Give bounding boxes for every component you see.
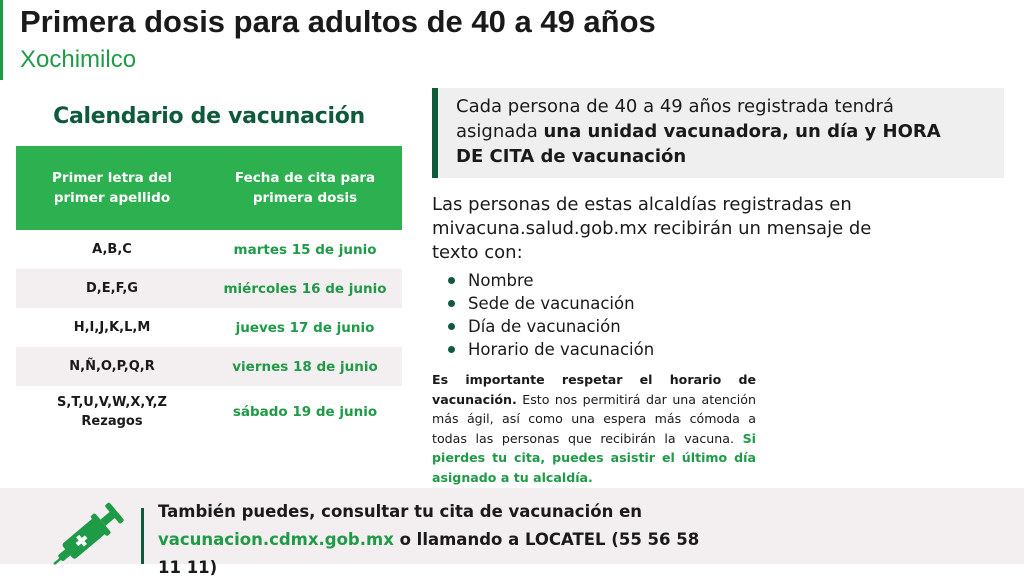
table-row	[16, 308, 402, 347]
col-header-letters: Primer letra del primer apellido	[52, 170, 172, 206]
info-line-2: asignada una unidad vacunadora, un día y HORA	[456, 121, 941, 142]
important-note: Es importante respetar el horario de vacunación. Esto nos permitirá dar una atención más ágil, así como una espera más cómoda a todas las personas que recibirán la vacuna. Si pierdes tu cita, puedes asistir el último día asignado a tu alcaldía.	[432, 372, 756, 485]
table-row	[16, 269, 402, 308]
row-letters: S,T,U,V,W,X,Y,Z Rezagos	[57, 395, 167, 429]
row-date: sábado 19 de junio	[232, 404, 378, 420]
list-item: Nombre	[448, 269, 654, 292]
info-line-3: DE CITA de vacunación	[456, 146, 687, 167]
row-date: viernes 18 de junio	[232, 358, 378, 375]
footer-accent-bar	[141, 508, 144, 564]
header-accent-bar	[0, 0, 3, 80]
row-date: jueves 17 de junio	[235, 319, 375, 336]
bullet-icon	[448, 346, 455, 353]
footer-text: También puedes, consultar tu cita de vacunación en vacunacion.cdmx.gob.mx o llamando a LOCATEL (55 56 58 11 11)	[158, 502, 700, 577]
appointment-info-box	[432, 88, 1004, 178]
bullet-icon	[448, 323, 455, 330]
page-subtitle: Xochimilco	[20, 46, 137, 73]
bullet-icon	[448, 300, 455, 307]
table-row	[16, 230, 402, 269]
row-letters: D,E,F,G	[86, 281, 138, 296]
page-title: Primera dosis para adultos de 40 a 49 años	[20, 4, 656, 39]
calendar-title: Calendario de vacunación	[53, 104, 365, 129]
message-paragraph: Las personas de estas alcaldías registradas en mivacuna.salud.gob.mx recibirán un mensaje de texto con:	[432, 194, 872, 263]
row-letters: A,B,C	[92, 242, 132, 257]
row-letters: N,Ñ,O,P,Q,R	[69, 359, 155, 374]
row-letters: H,I,J,K,L,M	[73, 320, 151, 335]
list-item: Sede de vacunación	[448, 292, 654, 315]
table-row	[16, 386, 402, 438]
list-item: Día de vacunación	[448, 315, 654, 338]
info-line-1: Cada persona de 40 a 49 años registrada tendrá	[456, 96, 894, 117]
bullet-icon	[448, 277, 455, 284]
row-date: martes 15 de junio	[233, 241, 377, 258]
vacunacion-link[interactable]: vacunacion.cdmx.gob.mx	[158, 530, 394, 549]
col-header-date: Fecha de cita para primera dosis	[234, 170, 376, 206]
row-date: miércoles 16 de junio	[223, 280, 387, 297]
message-list	[448, 269, 654, 361]
table-header	[16, 146, 402, 230]
schedule-table	[16, 146, 402, 438]
table-row	[16, 347, 402, 386]
list-item: Horario de vacunación	[448, 338, 654, 361]
syringe-icon	[46, 498, 136, 564]
